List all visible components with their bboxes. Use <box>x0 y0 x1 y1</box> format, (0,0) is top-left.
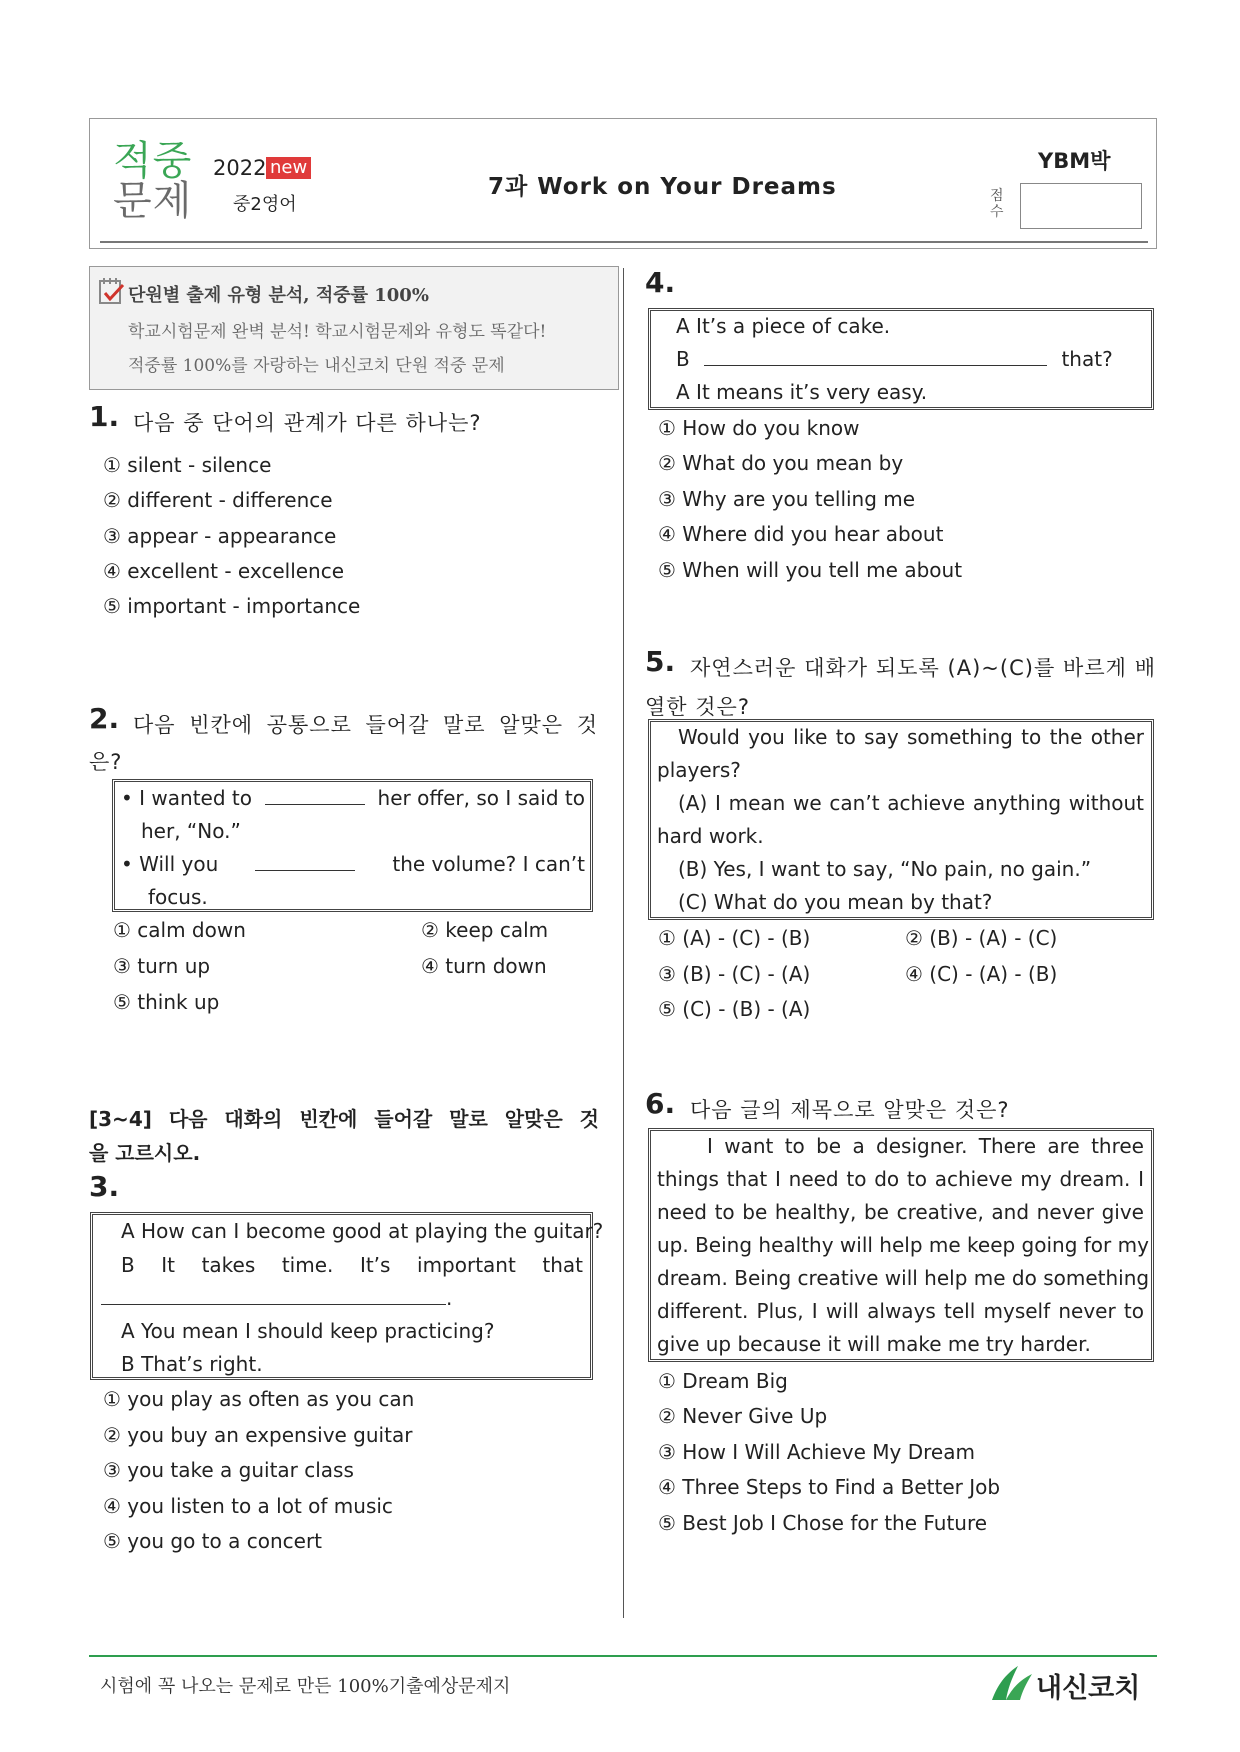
q34-instruction-line-1: [3~4] 다음 대화의 빈칸에 들어갈 말로 알맞은 것 <box>89 1107 599 1131</box>
checklist-icon <box>98 277 126 307</box>
question-6-option-3[interactable]: ③ How I Will Achieve My Dream <box>658 1440 975 1464</box>
brand-name: 내신코치 <box>1036 1673 1141 1704</box>
question-1-option-2[interactable]: ② different - difference <box>103 488 333 512</box>
question-6-box <box>648 1128 1154 1362</box>
score-box[interactable] <box>1020 183 1142 229</box>
question-1-option-3[interactable]: ③ appear - appearance <box>103 524 337 548</box>
publisher-label: YBM박 <box>1038 149 1111 173</box>
question-2-option-2[interactable]: ② keep calm <box>421 918 549 942</box>
question-1-text: 다음 중 단어의 관계가 다른 하나는? <box>133 411 482 435</box>
q5-line-6: (C) What do you mean by that? <box>678 890 993 914</box>
q34-instruction-line-2: 을 고르시오. <box>89 1141 201 1165</box>
question-3-option-2[interactable]: ② you buy an expensive guitar <box>103 1423 413 1447</box>
question-4-option-3[interactable]: ③ Why are you telling me <box>658 487 916 511</box>
q3-line-2: B It takes time. It’s important that <box>121 1253 583 1277</box>
question-6-option-1[interactable]: ① Dream Big <box>658 1369 788 1393</box>
logo-top: 적중 <box>113 138 193 184</box>
q2-sentence-1 <box>121 786 585 810</box>
q2-sentence-1-cont: her, “No.” <box>141 819 241 843</box>
question-6-option-4[interactable]: ④ Three Steps to Find a Better Job <box>658 1475 1001 1499</box>
question-5-option-2[interactable]: ② (B) - (A) - (C) <box>905 926 1058 950</box>
question-3-option-3[interactable]: ③ you take a guitar class <box>103 1458 354 1482</box>
question-5-option-4[interactable]: ④ (C) - (A) - (B) <box>905 962 1058 986</box>
score-label: 점 수 <box>990 188 1004 220</box>
question-5-text-line-1: 자연스러운 대화가 되도록 (A)~(C)를 바르게 배 <box>690 656 1156 680</box>
q2-sentence-2 <box>121 852 585 876</box>
q3-line-3-end: . <box>446 1286 453 1310</box>
question-1-number: 1. <box>89 400 120 433</box>
column-divider <box>623 268 624 1618</box>
question-3-option-1[interactable]: ① you play as often as you can <box>103 1387 415 1411</box>
question-2-text-line-1: 다음 빈칸에 공통으로 들어갈 말로 알맞은 것 <box>133 713 598 737</box>
q6-line-6: different. Plus, I will always tell myself never to <box>657 1299 1144 1323</box>
question-5-text-line-2: 열한 것은? <box>645 695 750 719</box>
question-6-option-5[interactable]: ⑤ Best Job I Chose for the Future <box>658 1511 988 1535</box>
header-rule <box>100 241 1148 243</box>
intro-line-2: 적중률 100%를 자랑하는 내신코치 단원 적중 문제 <box>128 356 505 376</box>
q5-line-5: (B) Yes, I want to say, “No pain, no gain.” <box>678 857 1092 881</box>
q6-line-4: up. Being healthy will help me keep going for my <box>657 1233 1149 1257</box>
question-2-number: 2. <box>89 702 120 735</box>
question-5-number: 5. <box>645 645 676 678</box>
q5-line-4: hard work. <box>657 824 764 848</box>
year-label: 2022 <box>213 156 267 180</box>
q4-line-2-end: that? <box>1061 347 1113 371</box>
footer-rule <box>89 1655 1157 1657</box>
q2-s1-start: • I wanted to <box>121 786 252 810</box>
q6-line-2: things that I need to do to achieve my dream. I <box>657 1167 1144 1191</box>
question-3-box <box>90 1212 604 1380</box>
question-2-text-line-2: 은? <box>89 750 123 774</box>
question-5-box <box>648 719 1154 920</box>
grade-label: 중2영어 <box>233 194 297 215</box>
q2-s2-start: • Will you <box>121 852 219 876</box>
question-5-option-3[interactable]: ③ (B) - (C) - (A) <box>658 962 811 986</box>
q2-s1-end: her offer, so I said to <box>377 786 585 810</box>
question-4-option-4[interactable]: ④ Where did you hear about <box>658 522 944 546</box>
question-1-option-1[interactable]: ① silent - silence <box>103 453 272 477</box>
q6-line-1: I want to be a designer. There are three <box>707 1134 1144 1158</box>
question-2-option-1[interactable]: ① calm down <box>113 918 246 942</box>
q4-line-2-speaker: B <box>676 347 690 371</box>
q3-line-1: A How can I become good at playing the guitar? <box>121 1219 604 1243</box>
page-title: 7과 Work on Your Dreams <box>488 174 837 200</box>
question-6-number: 6. <box>645 1087 676 1120</box>
question-6-option-2[interactable]: ② Never Give Up <box>658 1404 828 1428</box>
q3-line-4: A You mean I should keep practicing? <box>121 1319 495 1343</box>
question-6-text: 다음 글의 제목으로 알맞은 것은? <box>690 1098 1010 1122</box>
question-3-number: 3. <box>89 1170 120 1203</box>
q5-line-1: Would you like to say something to the other <box>678 725 1144 749</box>
q6-line-5: dream. Being creative will help me do something <box>657 1266 1150 1290</box>
q3-blank[interactable] <box>101 1286 446 1305</box>
question-3-option-4[interactable]: ④ you listen to a lot of music <box>103 1494 393 1518</box>
question-4-option-2[interactable]: ② What do you mean by <box>658 451 904 475</box>
question-2-option-5[interactable]: ⑤ think up <box>113 990 220 1014</box>
brand-leaf-icon <box>988 1662 1034 1702</box>
question-5-option-5[interactable]: ⑤ (C) - (B) - (A) <box>658 997 811 1021</box>
footer-slogan: 시험에 꼭 나오는 문제로 만든 100%기출예상문제지 <box>100 1676 511 1697</box>
new-badge: new <box>266 157 311 179</box>
question-4-option-5[interactable]: ⑤ When will you tell me about <box>658 558 963 582</box>
q2-sentence-2-cont: focus. <box>148 885 208 909</box>
question-5-option-1[interactable]: ① (A) - (C) - (B) <box>658 926 811 950</box>
question-2-box <box>112 779 593 912</box>
q3-line-3 <box>101 1286 452 1310</box>
question-4-box <box>648 308 1154 410</box>
q2-s2-end: the volume? I can’t <box>392 852 585 876</box>
intro-box <box>89 266 619 390</box>
q2-blank-1[interactable] <box>265 786 365 805</box>
q4-line-3: A It means it’s very easy. <box>676 380 928 404</box>
q5-line-3: (A) I mean we can’t achieve anything without <box>678 791 1144 815</box>
q5-line-2: players? <box>657 758 741 782</box>
question-2-option-4[interactable]: ④ turn down <box>421 954 547 978</box>
q3-line-5: B That’s right. <box>121 1352 263 1376</box>
question-2-option-3[interactable]: ③ turn up <box>113 954 211 978</box>
intro-title: 단원별 출제 유형 분석, 적중률 100% <box>128 285 429 306</box>
q6-line-3: need to be healthy, be creative, and never give <box>657 1200 1144 1224</box>
question-4-option-1[interactable]: ① How do you know <box>658 416 860 440</box>
q2-blank-2[interactable] <box>255 852 355 871</box>
question-4-number: 4. <box>645 266 676 299</box>
q4-blank[interactable] <box>704 347 1047 366</box>
intro-line-1: 학교시험문제 완벽 분석! 학교시험문제와 유형도 똑같다! <box>128 322 547 342</box>
question-1-option-4[interactable]: ④ excellent - excellence <box>103 559 345 583</box>
logo-bottom: 문제 <box>113 178 193 224</box>
question-1-option-5[interactable]: ⑤ important - importance <box>103 594 361 618</box>
q6-line-7: give up because it will make me try harder. <box>657 1332 1091 1356</box>
q4-line-2 <box>676 347 1113 371</box>
q4-line-1: A It’s a piece of cake. <box>676 314 891 338</box>
question-3-option-5[interactable]: ⑤ you go to a concert <box>103 1529 323 1553</box>
